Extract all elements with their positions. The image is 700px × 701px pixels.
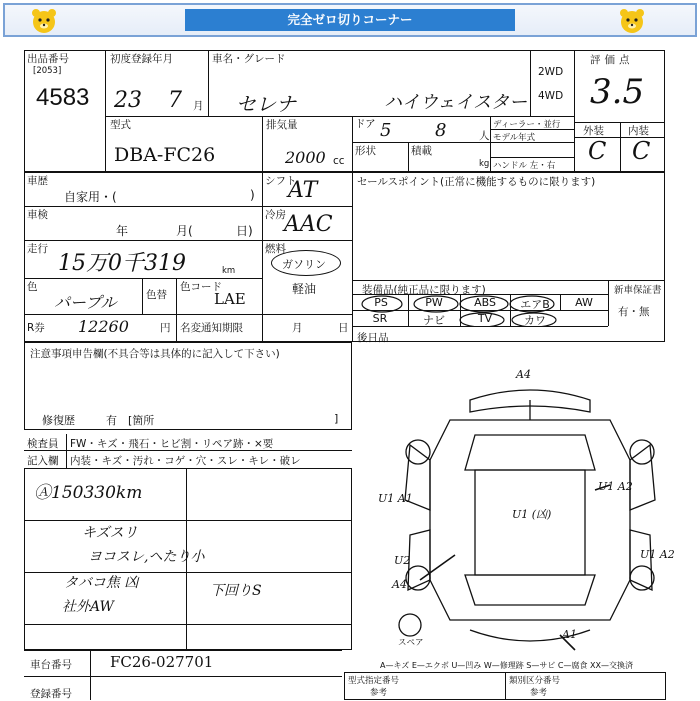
spare-tire-label: スペア: [398, 638, 424, 648]
repair-value: 有: [106, 414, 117, 427]
displacement-unit: cc: [333, 155, 345, 167]
mark-rear-a1: A1: [562, 628, 577, 641]
damage-legend: A—キズ E—エクボ U—凹み W—修理跡 S—サビ C—腐食 XX—交換済: [380, 661, 634, 670]
model-type-value: DBA-FC26: [114, 144, 216, 166]
inspection-day: 日): [236, 224, 253, 238]
fuel-gasoline: ガソリン: [282, 258, 326, 271]
displacement-label: 排気量: [266, 119, 298, 131]
header-banner: [3, 3, 697, 37]
first-registration-month: 7: [168, 88, 182, 113]
mark-rear-left-u2: U2: [394, 554, 411, 567]
equip-pw: PW: [425, 296, 443, 309]
first-registration-label: 初度登録年月: [110, 53, 173, 65]
lot-number-label: 出品番号: [27, 53, 69, 65]
category-ref: 参考: [530, 688, 548, 698]
mark-front-a4: A4: [516, 368, 531, 381]
designation-label: 型式指定番号: [348, 676, 400, 686]
banner-title: 完全ゼロ切りコーナー: [185, 9, 515, 31]
rating-value: 3.5: [590, 72, 645, 112]
equip-abs: ABS: [474, 296, 496, 309]
lot-number-sub: [2053]: [33, 66, 62, 76]
fuel-light-oil: 軽油: [292, 282, 317, 296]
capacity-value: 8: [435, 120, 447, 141]
model-type-label: 型式: [110, 119, 131, 131]
mark-rear-right-u1-a2: U1 A2: [640, 548, 675, 561]
mascot-bear-right-icon: [617, 7, 647, 35]
aircon-label: 冷房: [265, 209, 286, 221]
repair-label: 修復歴: [42, 414, 75, 427]
model-name: セレナ: [236, 92, 296, 116]
note-side-wear: ヨコスレ,ヘたり小: [88, 549, 205, 565]
equip-leather: カワ: [524, 314, 546, 327]
mark-rear-left-a4: A4: [392, 578, 407, 591]
notes-label: 注意事項申告欄(不具合等は具体的に記入して下さい): [30, 348, 280, 360]
equipment-label: 装備品(純正品に限ります): [362, 284, 486, 296]
category-label: 類別区分番号: [509, 676, 561, 686]
inspection-label: 車検: [27, 209, 48, 221]
equip-tv: TV: [477, 312, 493, 325]
mileage-unit: km: [222, 266, 236, 276]
recycle-unit: 円: [160, 322, 171, 334]
mark-roof-u1: U1 (凶): [512, 508, 552, 521]
mark-right-u1-a2: U1 A2: [598, 480, 633, 493]
mileage-label: 走行: [27, 243, 48, 255]
sales-point-label: セールスポイント(正常に機能するものに限ります): [357, 176, 596, 188]
recycle-label: R券: [27, 322, 45, 334]
color-change-label: 色替: [146, 289, 167, 301]
guarantee-value: 有・無: [618, 306, 650, 318]
name-change-day: 日: [338, 322, 349, 334]
inspector-label: 検査員: [27, 438, 59, 450]
capacity-unit: 人: [479, 130, 490, 142]
aircon-value: AAC: [284, 212, 333, 237]
color-value: パープル: [54, 293, 117, 312]
note-scratch: キズスリ: [82, 525, 138, 541]
mileage-value: 15万0千319: [58, 251, 186, 276]
repair-close: ]: [334, 412, 339, 425]
chassis-number: FC26-027701: [110, 653, 214, 671]
color-label: 色: [27, 281, 38, 293]
equip-sr: SR: [372, 312, 388, 325]
exterior-grade: C: [588, 137, 607, 165]
interior-grade: C: [632, 137, 651, 165]
inspector-row1: FW・キズ・飛石・ヒビ割・リペア跡・×要: [70, 438, 274, 450]
dealer-label: ディーラー・並行: [493, 120, 561, 130]
entry-label: 記入欄: [27, 455, 59, 467]
note-cigarette: タバコ焦 凶: [64, 575, 139, 591]
usage-label: 車歴: [27, 175, 48, 187]
recycle-value: 12260: [78, 317, 129, 336]
usage-close: ): [250, 188, 255, 202]
equip-aw: AW: [575, 296, 593, 309]
designation-ref: 参考: [370, 688, 388, 698]
shift-label: シフト: [265, 175, 297, 187]
first-registration-year: 23: [114, 88, 142, 113]
displacement-value: 2000: [285, 148, 326, 167]
color-code-label: 色コード: [180, 281, 222, 293]
rating-label: 評価点: [590, 54, 634, 66]
usage-value: 自家用・(: [64, 190, 117, 204]
drive-2wd: 2WD: [538, 66, 564, 78]
equipment-circle-marks: [352, 280, 608, 326]
drive-4wd: 4WD: [538, 90, 564, 102]
model-grade-label: 車名・グレード: [212, 53, 286, 65]
fuel-label: 燃料: [265, 243, 286, 255]
mark-left-u1-a1: U1 A1: [378, 492, 413, 505]
month-unit: 月: [193, 100, 204, 112]
guarantee-label: 新車保証書: [614, 285, 662, 296]
note-aftermarket-wheels: 社外AW: [62, 599, 114, 615]
name-change-month: 月: [292, 322, 303, 334]
exterior-label: 外装: [583, 125, 604, 137]
doors-value: 5: [380, 120, 392, 141]
inspector-row2: 内装・キズ・汚れ・コゲ・穴・スレ・キレ・破レ: [70, 455, 301, 467]
model-year-label: モデル年式: [493, 133, 536, 143]
mascot-bear-left-icon: [29, 7, 59, 35]
note-underbody: 下回りS: [210, 583, 262, 599]
registration-label: 登録番号: [30, 688, 72, 700]
grade: ハイウェイスター: [384, 92, 528, 113]
doors-label: ドア: [355, 118, 376, 130]
load-unit: kg: [479, 159, 490, 169]
interior-label: 内装: [628, 125, 649, 137]
equip-navi: ナビ: [423, 314, 445, 327]
handle-label: ハンドル 左・右: [493, 161, 556, 171]
chassis-label: 車台番号: [30, 659, 72, 671]
equip-ps: PS: [374, 296, 388, 309]
color-code-value: LAE: [214, 290, 246, 308]
fuel-circle-mark: [271, 250, 341, 276]
lot-number: 4583: [36, 84, 90, 111]
inspection-month: 月(: [176, 224, 193, 238]
after-date-label: 後日品: [357, 332, 389, 344]
equip-airbag: エアB: [520, 298, 550, 311]
inspection-year: 年: [116, 224, 129, 238]
shift-value: AT: [288, 178, 318, 203]
odometer-note: Ⓐ150330km: [34, 483, 143, 503]
repair-place: [箇所: [128, 414, 155, 427]
load-label: 積載: [411, 145, 432, 157]
shape-label: 形状: [355, 145, 376, 157]
name-change-label: 名変通知期限: [180, 322, 243, 334]
